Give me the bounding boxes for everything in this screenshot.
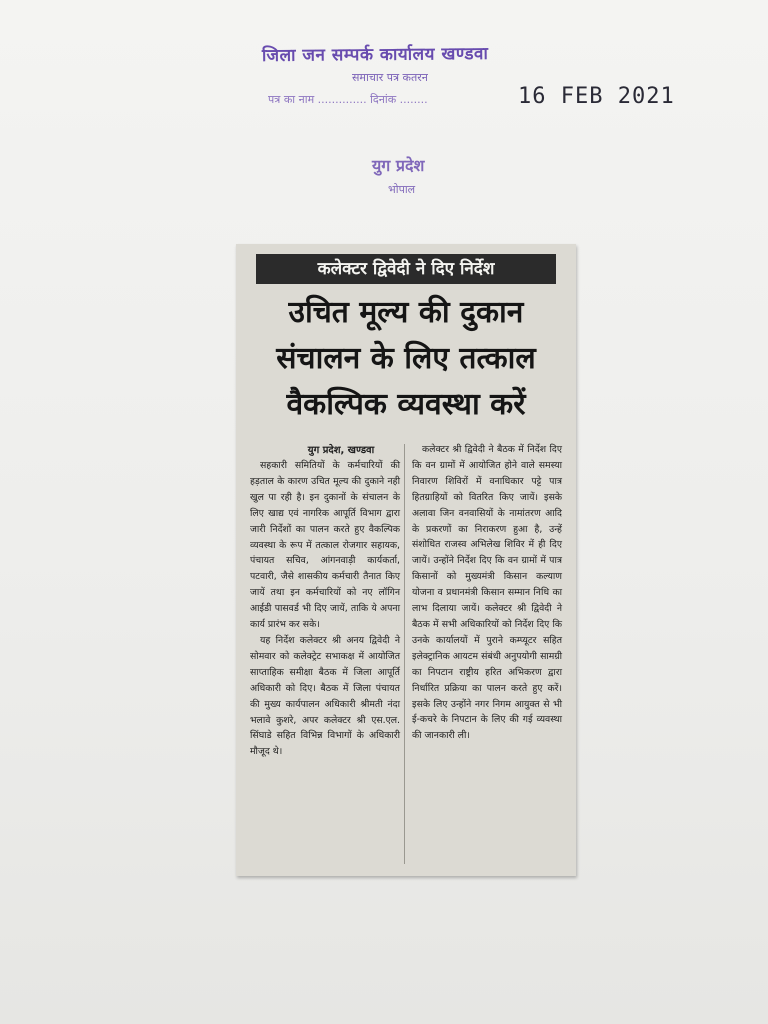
article-paragraph: कलेक्टर श्री द्विवेदी ने बैठक में निर्देश दिए कि वन ग्रामों में आयोजित होने वाले समस्या निवारण शिविरों में वनाधिकार पट्टे पात्र हितग्राहियों को वितरित किए जायें। इसके अलावा जिन वनवासियों के नामांतरण आदि के प्रकरणों का निराकरण हुआ है, उन्हें संशोधित राजस्व अभिलेख शिविर में ही दिए जायें। उन्होंने निर्देश दिए कि वन ग्रामों में पात्र किसानों को मुख्यमंत्री किसान कल्याण योजना व प्रधानमंत्री किसान सम्मान निधि का लाभ दिलाया जायें। कलेक्टर श्री द्विवेदी ने बैठक में सभी अधिकारियों को निर्देश दिए कि उनके कार्यालयों में पुराने कम्प्यूटर सहित इलेक्ट्रानिक आयटम संबंधी अनुपयोगी सामग्री का निपटान राष्ट्रीय हरित अभिकरण द्वारा निर्धारित प्रक्रिया का पालन करते हुए करें। इसके लिए उन्होंने नगर निगम आयुक्त से भी ई-कचरे के निपटान के लिए की गई व्यवस्था की जानकारी ली। <box>412 444 562 742</box>
office-stamp-title: जिला जन सम्पर्क कार्यालय खण्डवा <box>261 44 489 66</box>
headline-line: उचित मूल्य की दुकान <box>288 295 524 330</box>
newspaper-city: भोपाल <box>388 183 416 196</box>
article-kicker: कलेक्टर द्विवेदी ने दिए निर्देश <box>256 254 556 284</box>
article-paragraph: यह निर्देश कलेक्टर श्री अनय द्विवेदी ने सोमवार को कलेक्ट्रेट सभाकक्ष में आयोजित साप्ताहिक समीक्षा बैठक में जिला आपूर्ति अधिकारी को दिए। बैठक में जिला पंचायत की मुख्य कार्यपालन अधिकारी श्रीमती नंदा भलावे कुशरे, अपर कलेक्टर श्री एस.एल. सिंघाडे सहित विभिन्न विभागों के अधिकारी मौजूद थे। <box>250 634 400 758</box>
newspaper-clipping <box>236 244 576 876</box>
article-column-right <box>412 442 562 744</box>
article-headline <box>240 290 572 428</box>
article-byline: युग प्रदेश, खण्डवा <box>307 445 375 456</box>
headline-line: वैकल्पिक व्यवस्था करें <box>286 387 526 422</box>
date-stamp: 16 FEB 2021 <box>518 84 675 109</box>
article-paragraph: सहकारी समितियों के कर्मचारियों की हड़ताल के कारण उचित मूल्य की दुकाने नही खुल पा रही है। इन दुकानों के संचालन के लिए खाद्य एवं नागरिक आपूर्ति विभाग द्वारा जारी निर्देशों का पालन करते हुए वैकल्पिक व्यवस्था के रूप में तत्काल रोजगार सहायक, पंचायत सचिव, आंगनवाड़ी कार्यकर्ता, पटवारी, जैसे शासकीय कर्मचारी तैनात किए जायें तथा इन कर्मचारियों को नए लॉगिन आईडी पासवर्ड भी दिए जायें, ताकि ये अपना कार्य प्रारंभ कर सके। <box>250 460 400 631</box>
office-stamp-subtitle: समाचार पत्र कतरन <box>352 71 428 84</box>
headline-line: संचालन के लिए तत्काल <box>276 341 536 376</box>
newspaper-name: युग प्रदेश <box>372 156 425 175</box>
article-column-left <box>250 458 400 760</box>
office-stamp-fields: पत्र का नाम .............. दिनांक ........ <box>268 93 428 106</box>
column-divider <box>404 444 405 864</box>
